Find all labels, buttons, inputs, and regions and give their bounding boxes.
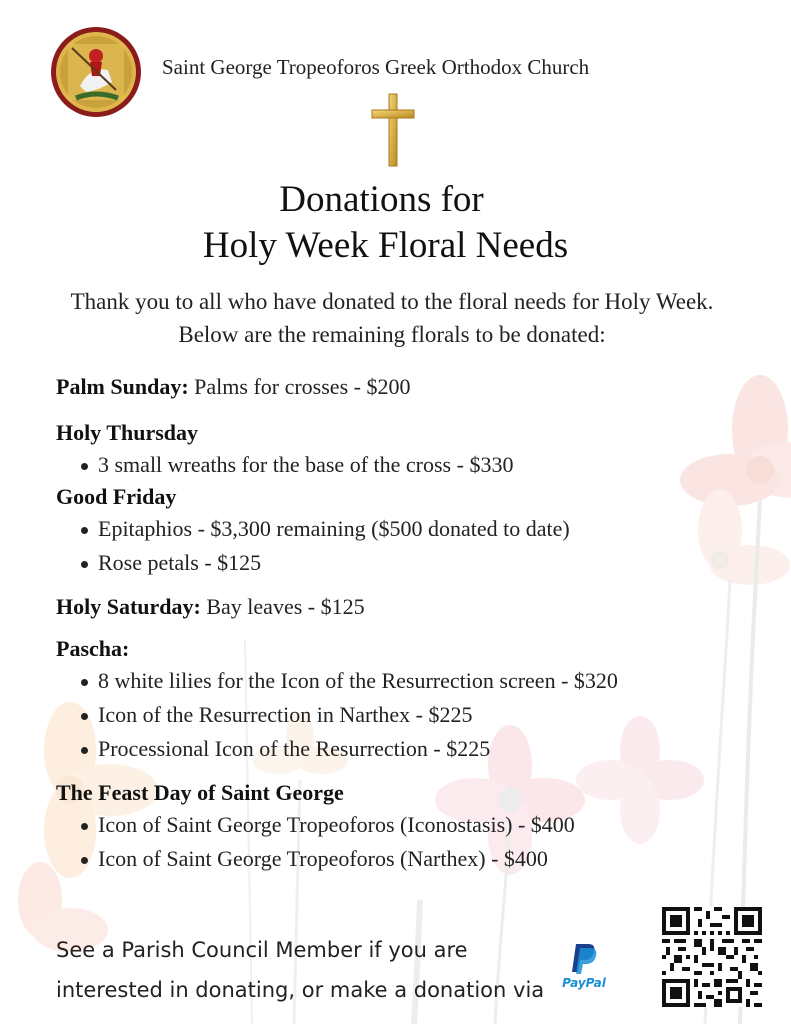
paypal-icon (556, 940, 612, 976)
feast-day-heading: The Feast Day of Saint George (56, 780, 344, 805)
palm-sunday-heading: Palm Sunday: (56, 374, 189, 399)
list-item: Icon of Saint George Tropeoforos (Narthex) - $400 (56, 842, 756, 876)
list-item: Icon of Saint George Tropeoforos (Iconostasis) - $400 (56, 808, 756, 842)
holy-saturday-text: Bay leaves - $125 (200, 594, 365, 619)
good-friday-heading: Good Friday (56, 484, 177, 509)
palm-sunday-text: Palms for crosses - $200 (188, 374, 411, 399)
list-item: Icon of the Resurrection in Narthex - $225 (56, 698, 756, 732)
footer-line-2: interested in donating, or make a donation via (56, 978, 545, 1002)
gold-cross-icon (370, 92, 416, 168)
footer-line-1: See a Parish Council Member if you are (56, 938, 468, 962)
donation-list (56, 372, 756, 876)
palm-sunday-row (56, 372, 756, 402)
list-item: Processional Icon of the Resurrection - $225 (56, 732, 756, 766)
list-item: 3 small wreaths for the base of the cross - $330 (56, 448, 756, 482)
list-item: 8 white lilies for the Icon of the Resurrection screen - $320 (56, 664, 756, 698)
page-title-line-1: Donations for (279, 179, 484, 220)
church-name: Saint George Tropeoforos Greek Orthodox Church (162, 55, 590, 79)
paypal-logo[interactable] (556, 940, 612, 996)
saint-george-icon (50, 26, 142, 118)
list-item: Rose petals - $125 (56, 546, 756, 580)
holy-thursday-heading: Holy Thursday (56, 420, 199, 445)
page-title-line-2: Holy Week Floral Needs (202, 225, 569, 266)
intro-text: Thank you to all who have donated to the floral needs for Holy Week. Below are the remaining florals to be donated: (70, 289, 714, 347)
qr-code-icon[interactable] (662, 907, 762, 1007)
footer-text (56, 930, 556, 1010)
holy-saturday-row (56, 592, 756, 622)
paypal-label: PayPal (562, 976, 606, 990)
pascha-heading: Pascha: (56, 636, 130, 661)
list-item: Epitaphios - $3,300 remaining ($500 donated to date) (56, 512, 756, 546)
holy-saturday-heading: Holy Saturday: (56, 594, 201, 619)
